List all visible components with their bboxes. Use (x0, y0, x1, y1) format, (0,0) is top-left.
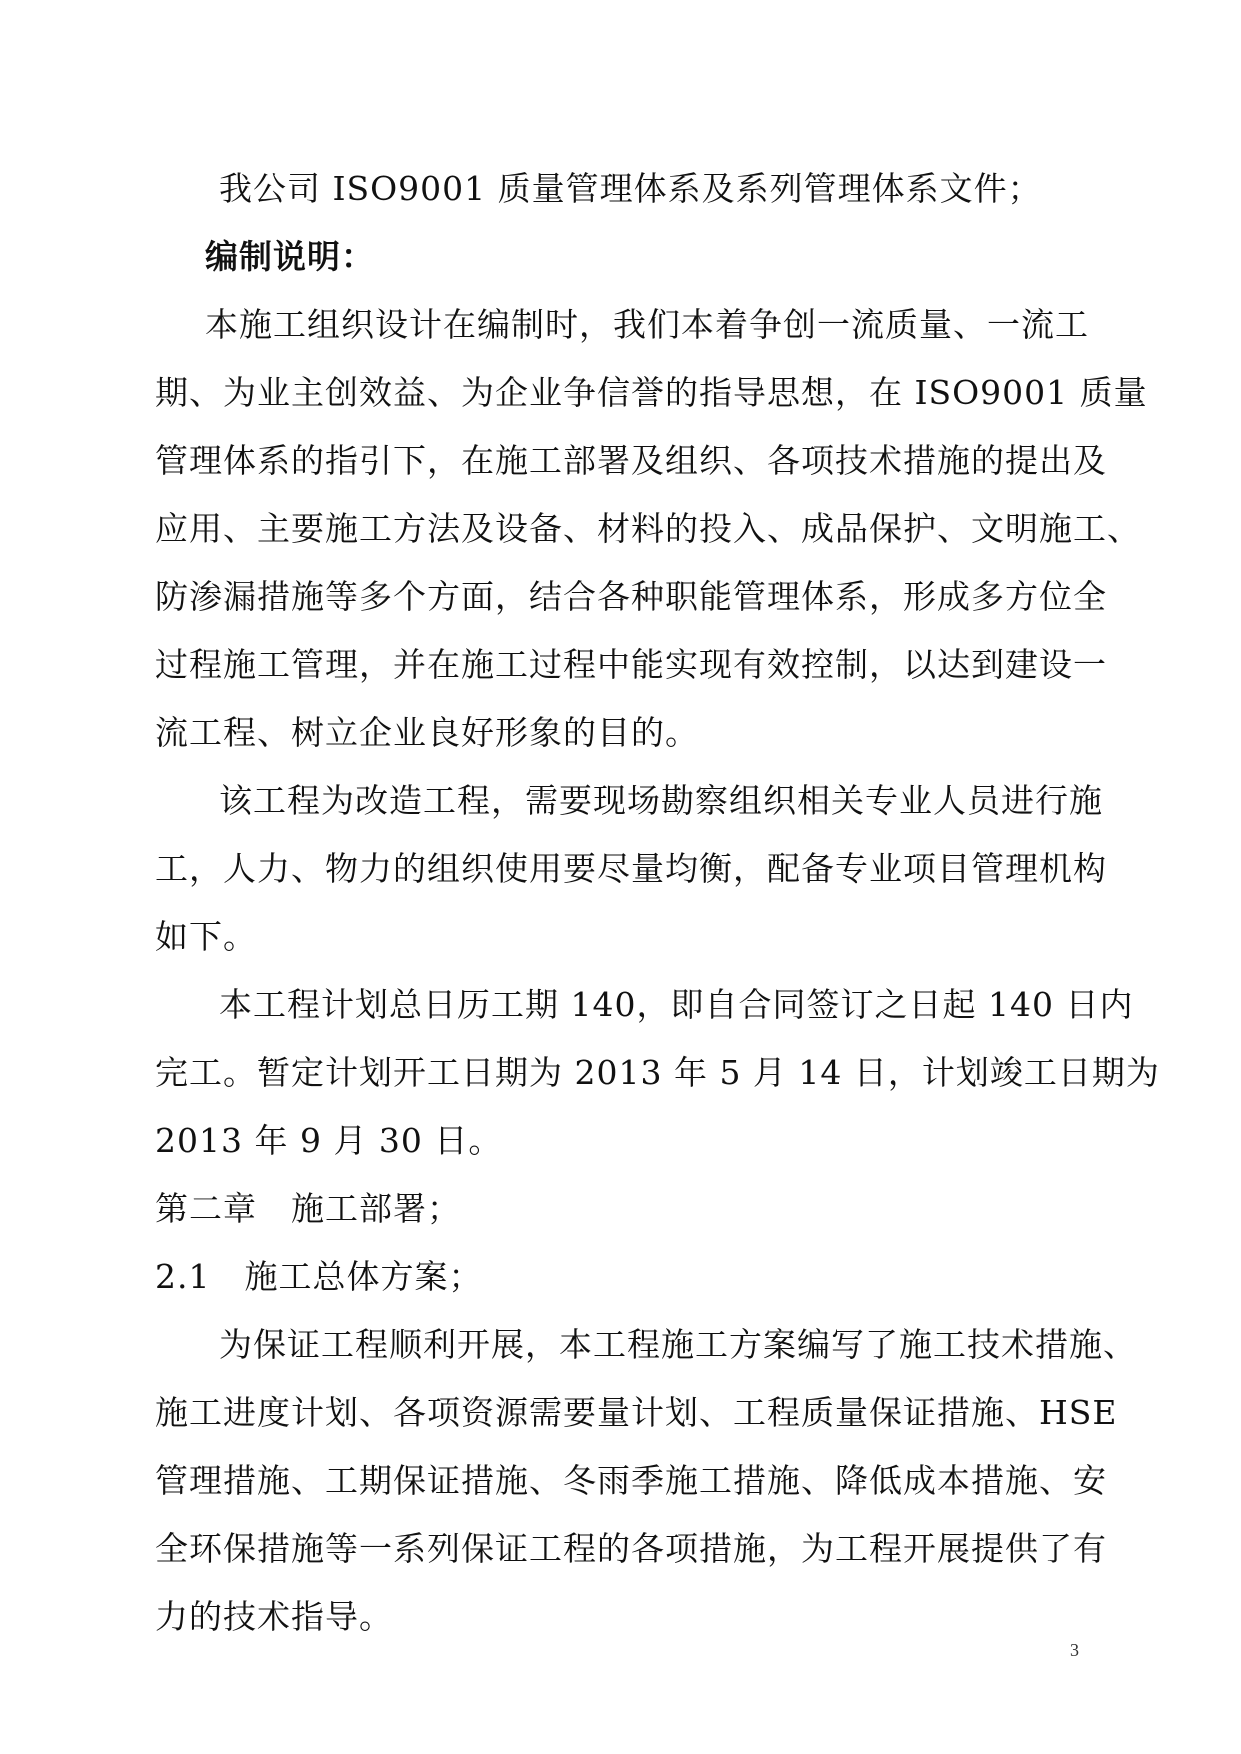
document-body (155, 155, 1160, 1651)
paragraph-line: 管理措施、工期保证措施、冬雨季施工措施、降低成本措施、安 (155, 1461, 1107, 1500)
paragraph-line: 流工程、树立企业良好形象的目的。 (155, 713, 699, 752)
paragraph-line: 2013 年 9 月 30 日。 (155, 1121, 503, 1160)
paragraph-line: 为保证工程顺利开展，本工程施工方案编写了施工技术措施、 (219, 1325, 1137, 1364)
paragraph-line: 过程施工管理，并在施工过程中能实现有效控制，以达到建设一 (155, 645, 1107, 684)
paragraph-line: 力的技术指导。 (155, 1597, 393, 1636)
section-number: 2.1 (155, 1257, 211, 1296)
paragraph-line: 本工程计划总日历工期 140，即自合同签订之日起 140 日内 (219, 985, 1134, 1024)
page-number: 3 (1070, 1640, 1079, 1660)
section-heading: 编制说明： (205, 237, 375, 276)
paragraph-line: 全环保措施等一系列保证工程的各项措施，为工程开展提供了有 (155, 1529, 1107, 1568)
paragraph-line: 该工程为改造工程，需要现场勘察组织相关专业人员进行施 (219, 781, 1103, 820)
paragraph-line: 应用、主要施工方法及设备、材料的投入、成品保护、文明施工、 (155, 509, 1141, 548)
chapter-heading (155, 1175, 1090, 1243)
section-title: 施工总体方案； (244, 1257, 483, 1296)
paragraph-line: 工，人力、物力的组织使用要尽量均衡，配备专业项目管理机构 (155, 849, 1107, 888)
subsection-heading (155, 1243, 1090, 1311)
paragraph-line: 如下。 (155, 917, 257, 956)
chapter-title: 施工部署； (291, 1189, 461, 1228)
paragraph-line: 期、为业主创效益、为企业争信誉的指导思想，在 ISO9001 质量 (155, 373, 1148, 412)
chapter-number: 第二章 (155, 1189, 257, 1228)
paragraph-line: 防渗漏措施等多个方面，结合各种职能管理体系，形成多方位全 (155, 577, 1107, 616)
paragraph-line: 管理体系的指引下，在施工部署及组织、各项技术措施的提出及 (155, 441, 1107, 480)
paragraph-line: 完工。暂定计划开工日期为 2013 年 5 月 14 日，计划竣工日期为 (155, 1053, 1160, 1092)
paragraph-line: 本施工组织设计在编制时，我们本着争创一流质量、一流工 (205, 305, 1089, 344)
intro-line: 我公司 ISO9001 质量管理体系及系列管理体系文件； (219, 169, 1042, 208)
paragraph-line: 施工进度计划、各项资源需要量计划、工程质量保证措施、HSE (155, 1393, 1118, 1432)
